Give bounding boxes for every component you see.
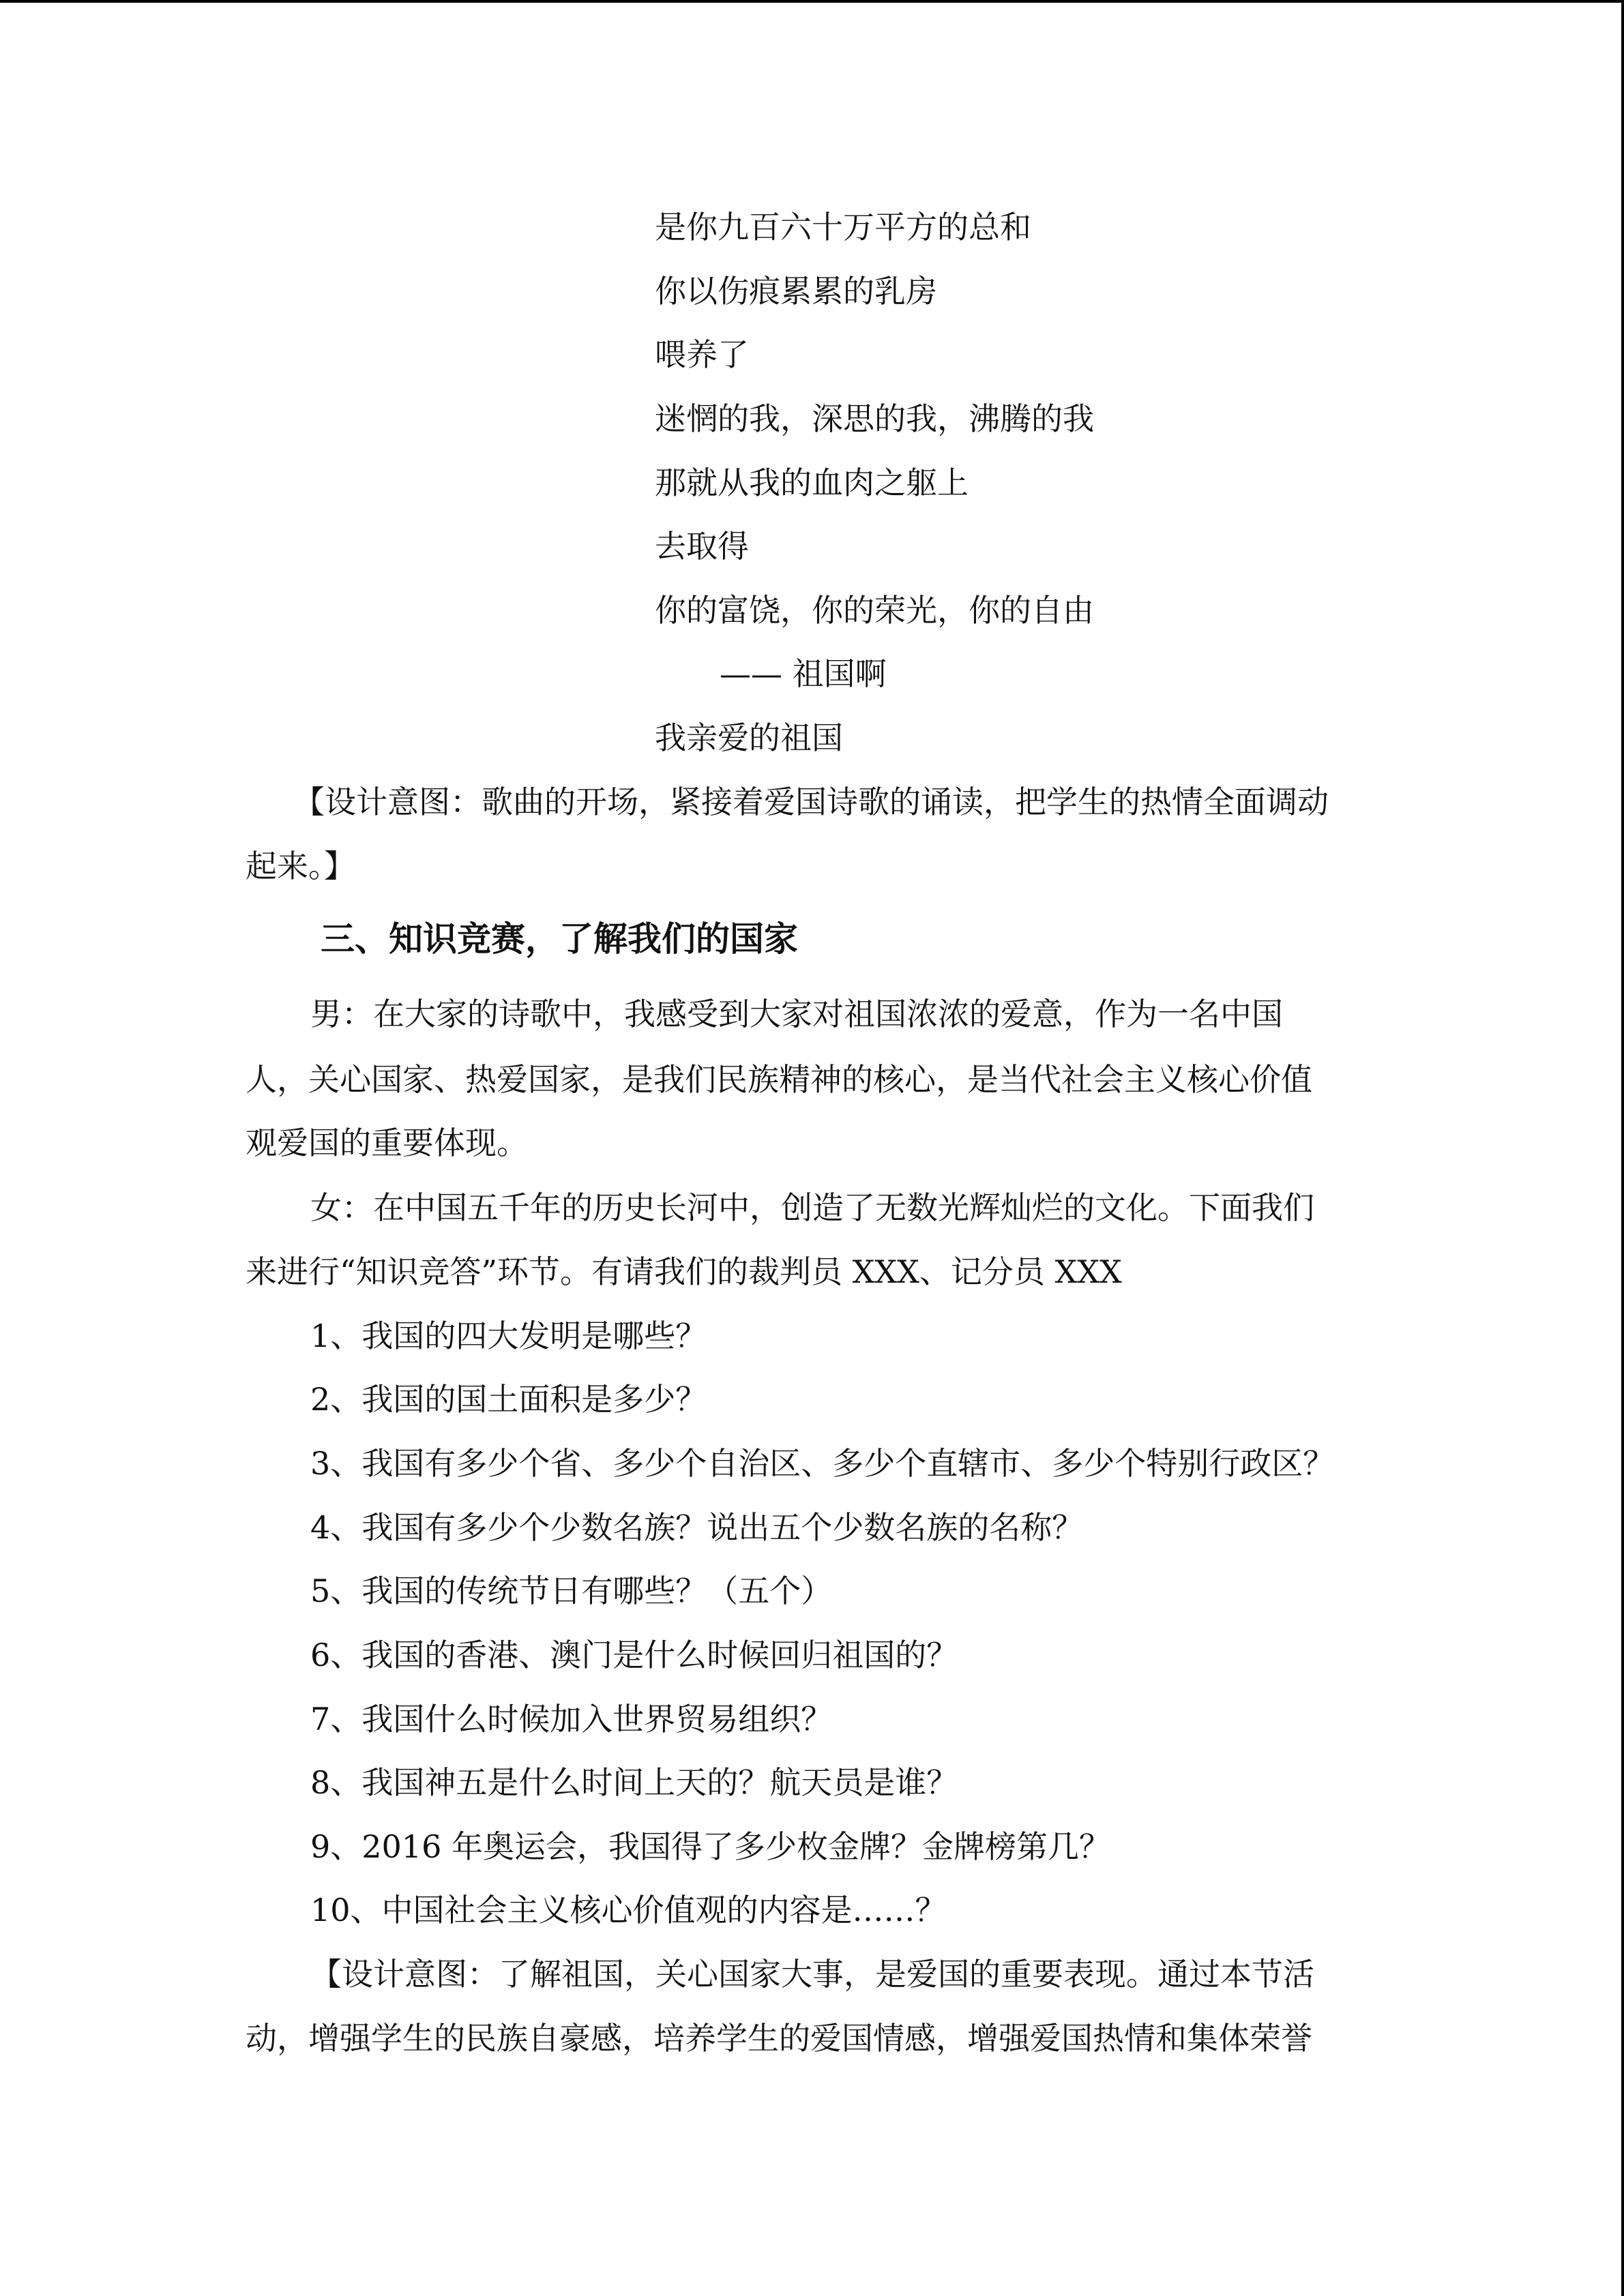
poem-line: 你以伤痕累累的乳房	[655, 273, 937, 310]
quiz-question: 5、我国的传统节日有哪些？（五个）	[310, 1572, 833, 1609]
quiz-question: 7、我国什么时候加入世界贸易组织？	[310, 1701, 833, 1738]
paragraph-line: 来进行“知识竞答”环节。有请我们的裁判员 XXX、记分员 XXX	[246, 1253, 1122, 1290]
poem-line: 迷惘的我，深思的我，沸腾的我	[655, 400, 1094, 437]
page-right-border	[1621, 0, 1624, 2296]
section-heading: 三、知识竞赛，了解我们的国家	[321, 919, 798, 959]
paragraph-line: 人，关心国家、热爱国家，是我们民族精神的核心，是当代社会主义核心价值	[246, 1061, 1312, 1098]
poem-line: —— 祖国啊	[720, 655, 887, 692]
quiz-question: 8、我国神五是什么时间上天的？航天员是谁？	[310, 1764, 958, 1801]
paragraph-line: 女：在中国五千年的历史长河中，创造了无数光辉灿烂的文化。下面我们	[310, 1189, 1314, 1226]
poem-line: 喂养了	[655, 336, 749, 373]
quiz-question: 3、我国有多少个省、多少个自治区、多少个直辖市、多少个特别行政区？	[310, 1445, 1335, 1482]
paragraph-line: 【设计意图：歌曲的开场，紧接着爱国诗歌的诵读，把学生的热情全面调动	[293, 784, 1329, 820]
quiz-question: 9、2016 年奥运会，我国得了多少枚金牌？金牌榜第几？	[310, 1828, 1110, 1865]
quiz-question: 1、我国的四大发明是哪些？	[310, 1317, 707, 1354]
quiz-question: 10、中国社会主义核心价值观的内容是……？	[310, 1892, 947, 1928]
paragraph-line: 【设计意图：了解祖国，关心国家大事，是爱国的重要表现。通过本节活	[310, 1956, 1314, 1993]
page-top-border	[0, 0, 1624, 3]
poem-line: 那就从我的血肉之躯上	[655, 464, 969, 501]
quiz-question: 6、我国的香港、澳门是什么时候回归祖国的？	[310, 1637, 958, 1673]
paragraph-line: 观爱国的重要体现。	[246, 1124, 528, 1161]
poem-line: 我亲爱的祖国	[655, 719, 843, 756]
paragraph-line: 男：在大家的诗歌中，我感受到大家对祖国浓浓的爱意，作为一名中国	[310, 996, 1283, 1032]
poem-line: 去取得	[655, 528, 749, 565]
poem-line: 是你九百六十万平方的总和	[655, 209, 1031, 245]
paragraph-line: 动，增强学生的民族自豪感，培养学生的爱国情感，增强爱国热情和集体荣誉	[246, 2020, 1312, 2057]
paragraph-line: 起来。】	[246, 848, 355, 884]
poem-line: 你的富饶，你的荣光，你的自由	[655, 592, 1094, 629]
quiz-question: 2、我国的国土面积是多少？	[310, 1381, 707, 1418]
quiz-question: 4、我国有多少个少数名族？说出五个少数名族的名称？	[310, 1509, 1084, 1546]
